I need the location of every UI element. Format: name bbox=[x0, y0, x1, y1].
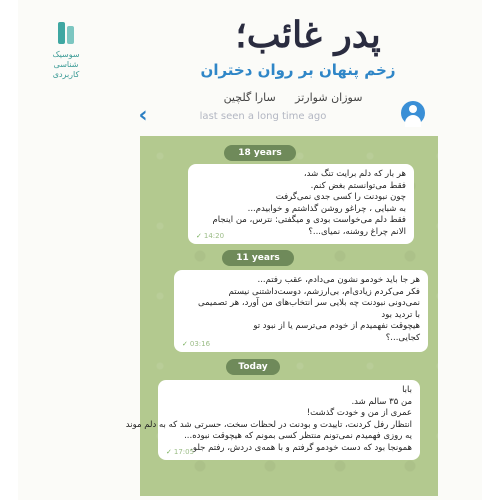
publisher-logo bbox=[40, 22, 92, 80]
translator-name: سارا گلچین bbox=[223, 91, 276, 104]
message-line: بابا bbox=[402, 385, 412, 395]
message-meta bbox=[166, 447, 194, 457]
read-check-icon: ✓ bbox=[196, 232, 202, 240]
author-name: سوزان شوارتز bbox=[295, 91, 363, 104]
message-line: کجایی...؟ bbox=[385, 332, 420, 343]
message-line: نمی‌دونی نبودنت چه بلایی سر انتخاب‌های من آورد، هر تصمیمی bbox=[198, 298, 420, 308]
message-line: هر جا باید خودمو نشون می‌دادم، عقب رفتم... bbox=[257, 275, 420, 285]
message-line: فقط دلم می‌خواست بودی و میگفتی: نترس، من اینجام bbox=[212, 215, 406, 225]
message-meta bbox=[196, 231, 224, 241]
message-line: هر بار که دلم برایت تنگ شد، bbox=[303, 169, 406, 179]
publisher-name-line: کاربردی bbox=[52, 70, 80, 79]
book-subtitle: زخم پنهان بر روان دختران bbox=[200, 61, 396, 79]
message-line: به شبایی ، چراغو روشن گذاشتم و خوابیدم... bbox=[247, 203, 406, 214]
user-avatar-icon[interactable] bbox=[401, 101, 425, 125]
message-line: یه روزی فهمیدم نمی‌تونم منتظر کسی بمونم که هیچوقت نبوده... bbox=[184, 431, 412, 441]
date-pill: Today bbox=[226, 359, 280, 375]
last-seen-status: last seen a long time ago bbox=[199, 111, 327, 122]
date-pill: 18 years bbox=[224, 145, 296, 161]
message-line: همونجا بود که دست خودمو گرفتم و با همه‌ی دردش، رفتم جلو. bbox=[190, 442, 412, 453]
message-line: الانم چراغ روشنه، نمیای...؟ bbox=[308, 226, 406, 237]
date-pill: 11 years bbox=[222, 250, 294, 266]
chevron-left-icon[interactable]: ‹ bbox=[138, 103, 148, 128]
message-time: 17:05 bbox=[173, 448, 195, 456]
message-line: فکر می‌کردم زیادی‌ام، بی‌ارزشم، دوست‌داشتنی نیستم bbox=[228, 286, 420, 297]
book-authors bbox=[168, 90, 418, 106]
message-meta bbox=[182, 339, 210, 349]
book-cover bbox=[18, 0, 482, 500]
read-check-icon: ✓ bbox=[182, 340, 188, 348]
publisher-mark-icon bbox=[58, 22, 74, 44]
publisher-name-line: سوسیک bbox=[52, 50, 80, 59]
message-bubble bbox=[174, 270, 428, 352]
message-line: هیچوقت نفهمیدم از خودم می‌ترسم یا از نبود تو bbox=[253, 321, 420, 331]
message-line: انتظار رفل کردنت، تاییدت و بودنت در لحظات سخت، حسرتی شد که به دلم موند bbox=[125, 419, 412, 430]
book-title: پدر غائب؛ bbox=[235, 14, 381, 56]
message-time: 03:16 bbox=[189, 340, 211, 348]
message-time: 14:20 bbox=[203, 232, 225, 240]
message-line: چون نبودنت را کسی جدی نمی‌گرفت bbox=[275, 192, 406, 202]
publisher-name-line: شناسی bbox=[53, 60, 79, 69]
message-bubble bbox=[188, 164, 414, 244]
read-check-icon: ✓ bbox=[166, 448, 172, 456]
message-line: من ۳۵ سالم شد. bbox=[351, 396, 412, 407]
message-line: فقط می‌توانستم بغض کنم. bbox=[310, 180, 406, 191]
message-line: عمری از من و خودت گذشت! bbox=[306, 408, 412, 418]
message-line: با تردید بود bbox=[381, 309, 420, 320]
message-bubble bbox=[125, 380, 420, 460]
